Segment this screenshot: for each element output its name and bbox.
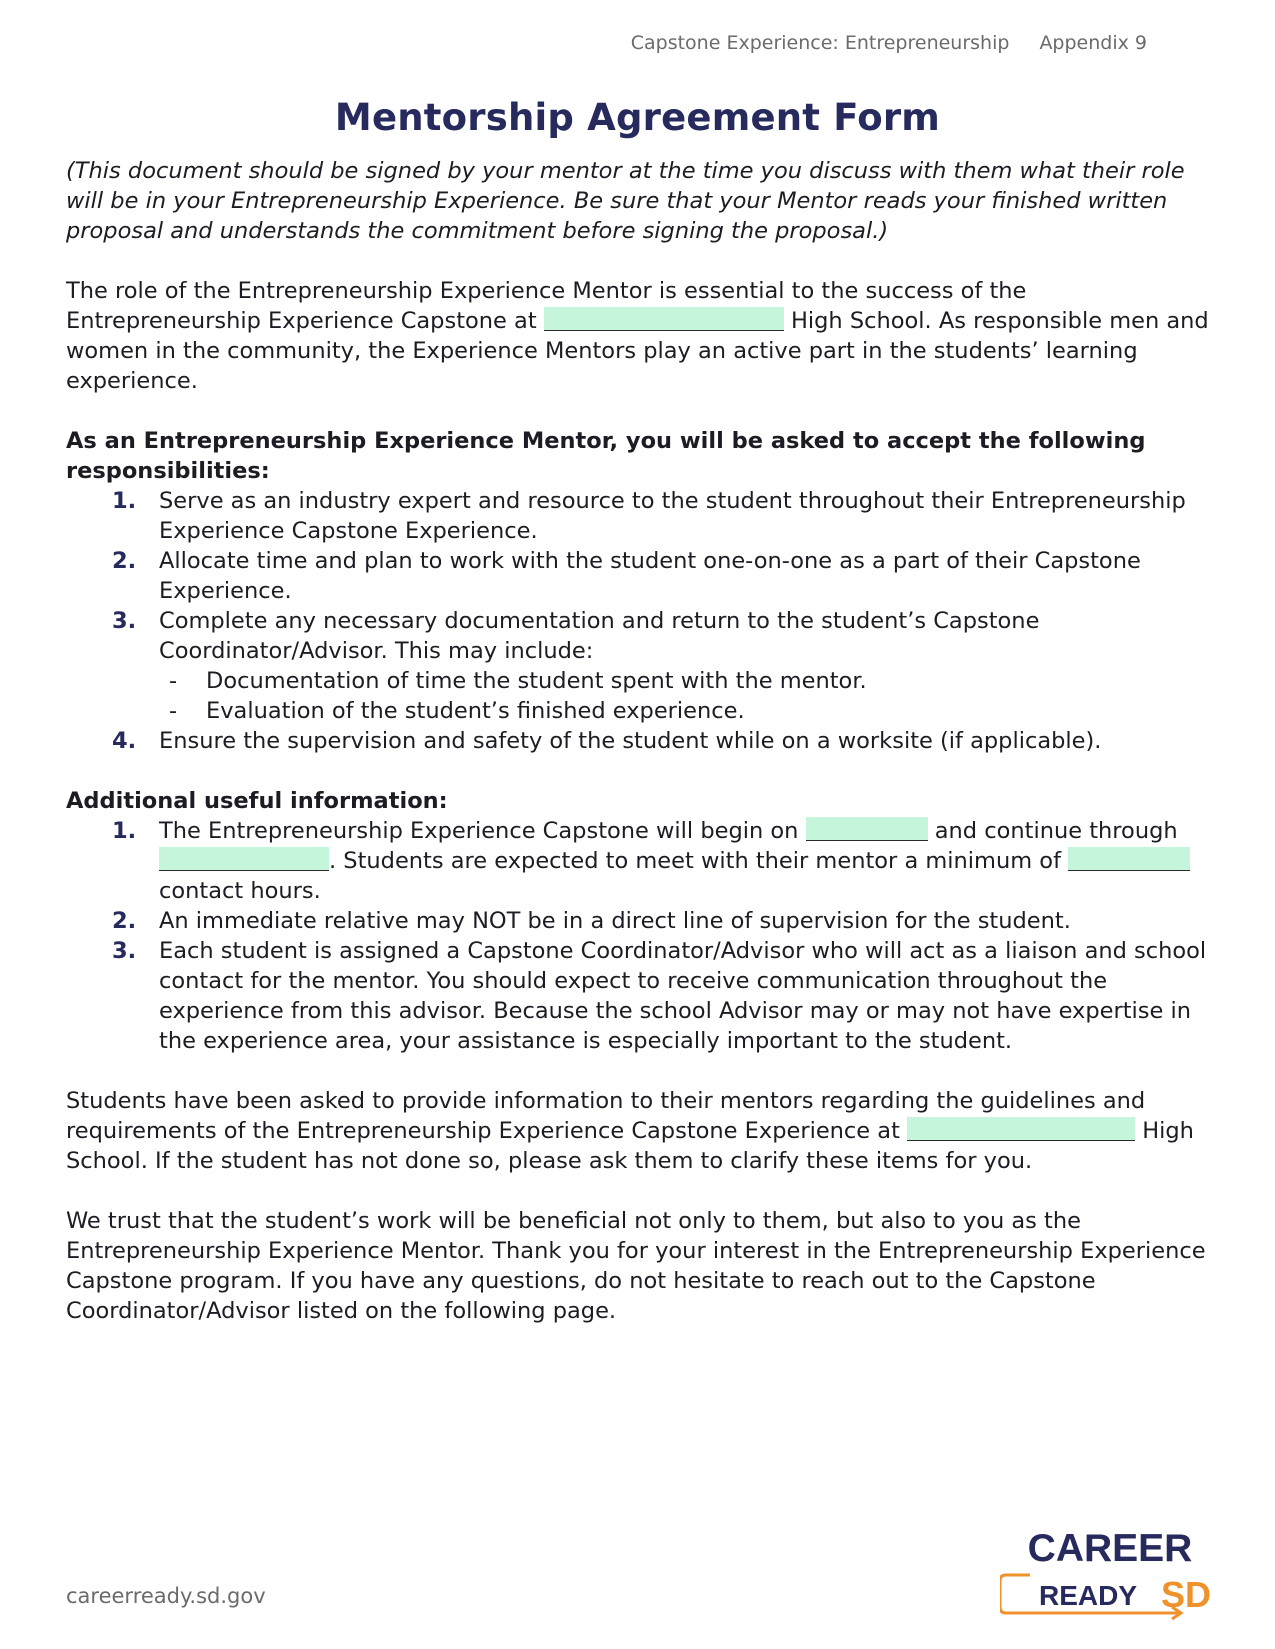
header-course: Capstone Experience: Entrepreneurship bbox=[630, 32, 1010, 54]
page-header bbox=[631, 32, 1147, 54]
list-item: 3. Complete any necessary documentation and return to the student’s Capstone Coordinator/Advisor. This may include: - Documentation of time the student spent with the mentor. - Evaluation of the student’s finished experience. bbox=[66, 606, 1216, 726]
school-name-field[interactable] bbox=[544, 307, 784, 331]
list-item: 1. The Entrepreneurship Experience Capstone will begin on and continue through . Students are expected to meet with their mentor a minimum of contact hours. bbox=[66, 816, 1216, 906]
list-item: 1. Serve as an industry expert and resource to the student throughout their Entrepreneurship Experience Capstone Experience. bbox=[112, 488, 1186, 544]
list-item: 4. Ensure the supervision and safety of the student while on a worksite (if applicable). bbox=[112, 728, 1102, 754]
list-item: 3. Each student is assigned a Capstone Coordinator/Advisor who will act as a liaison and school contact for the mentor. You should expect to receive communication throughout the experience from this advisor. Because the school Advisor may or may not have expertise in the experience area, your assistance is especially important to the student. bbox=[112, 938, 1207, 1054]
contact-hours-field[interactable] bbox=[1068, 847, 1190, 871]
list-item: 2. Allocate time and plan to work with the student one-on-one as a part of their Capstone Experience. bbox=[112, 548, 1141, 604]
guidelines-paragraph: Students have been asked to provide information to their mentors regarding the guidelines and requirements of the Entrepreneurship Experience Capstone Experience at High School. If the student has not done so, please ask them to clarify these items for you. bbox=[66, 1088, 1194, 1174]
career-ready-sd-logo bbox=[1000, 1525, 1220, 1620]
start-date-field[interactable] bbox=[806, 817, 928, 841]
sublist-item: - Documentation of time the student spent with the mentor. bbox=[169, 668, 867, 694]
intro-note: (This document should be signed by your mentor at the time you discuss with them what their role will be in your Entrepreneurship Experience. Be sure that your Mentor reads your finished written proposal and understands the commitment before signing the proposal.) bbox=[66, 158, 1185, 244]
documentation-sublist bbox=[159, 666, 1216, 726]
additional-info-heading: Additional useful information: bbox=[66, 788, 448, 814]
header-appendix: Appendix 9 bbox=[1039, 32, 1147, 54]
responsibilities-heading: As an Entrepreneurship Experience Mentor, you will be asked to accept the following responsibilities: bbox=[66, 428, 1146, 484]
mentor-role-paragraph: The role of the Entrepreneurship Experience Mentor is essential to the success of the Entrepreneurship Experience Capstone at High School. As responsible men and women in the community, the Experience Mentors play an active part in the students’ learning experience. bbox=[66, 278, 1209, 394]
list-item: 2. An immediate relative may NOT be in a direct line of supervision for the student. bbox=[112, 908, 1071, 934]
responsibilities-list bbox=[66, 486, 1216, 756]
logo-ready-text: READY bbox=[1038, 1580, 1138, 1611]
document-body bbox=[66, 156, 1216, 1326]
logo-sd-text: SD bbox=[1160, 1574, 1212, 1615]
sublist-item: - Evaluation of the student’s finished experience. bbox=[169, 698, 745, 724]
end-date-field[interactable] bbox=[159, 847, 329, 871]
page-title: Mentorship Agreement Form bbox=[334, 96, 941, 139]
school-name-field-2[interactable] bbox=[907, 1117, 1135, 1141]
footer-url: careerready.sd.gov bbox=[66, 1584, 266, 1608]
logo-career-text: CAREER bbox=[1027, 1527, 1193, 1570]
additional-info-list bbox=[66, 816, 1216, 1056]
closing-paragraph: We trust that the student’s work will be beneficial not only to them, but also to you as the Entrepreneurship Experience Mentor. Thank you for your interest in the Entrepreneurship Experience Capstone program. If you have any questions, do not hesitate to reach out to the Capstone Coordinator/Advisor listed on the following page. bbox=[66, 1208, 1206, 1324]
